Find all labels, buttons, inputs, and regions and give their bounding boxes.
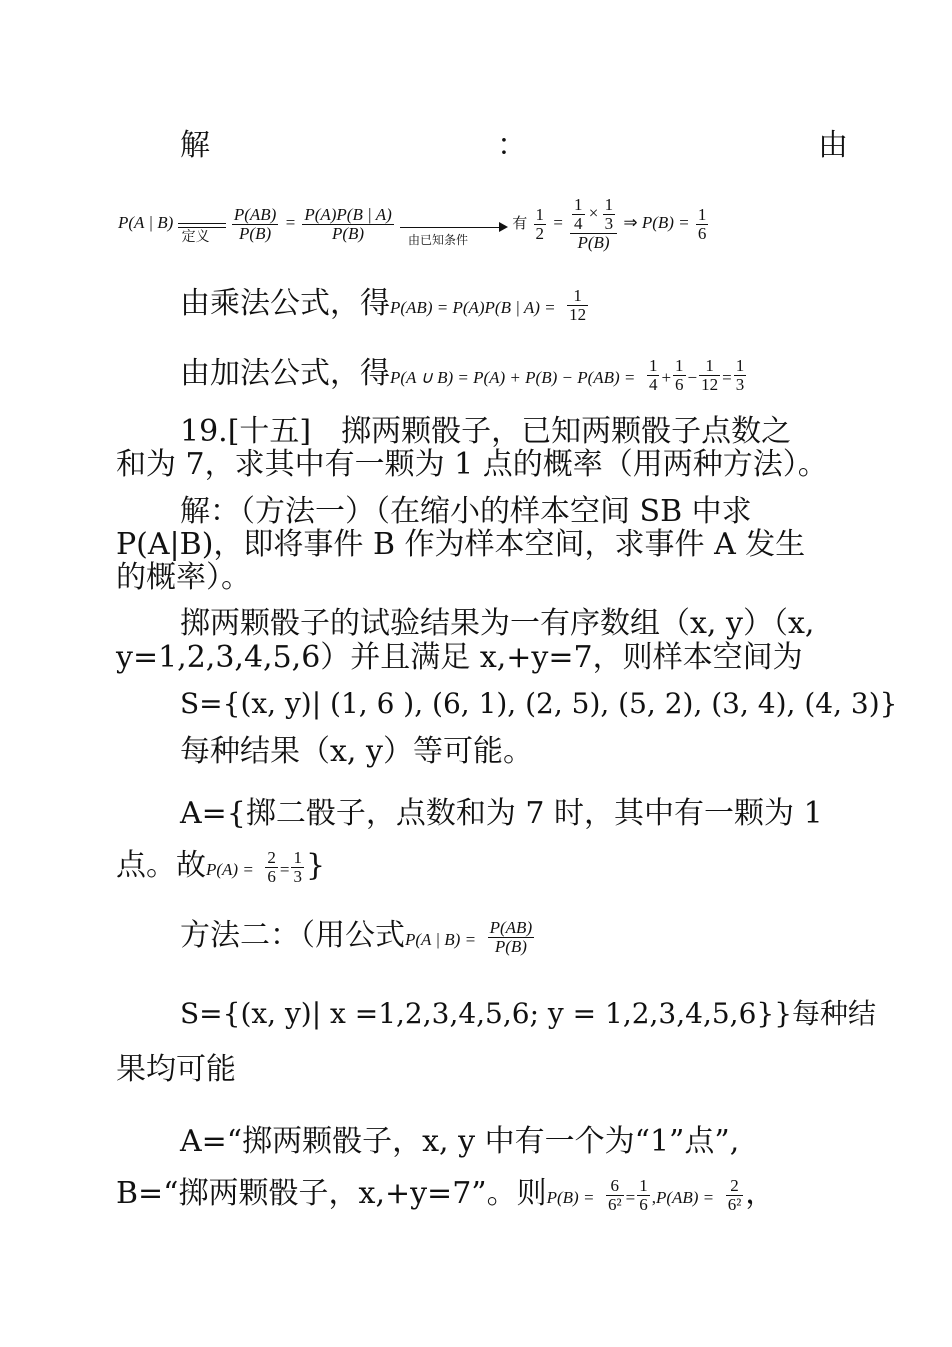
solution-colon: ： — [497, 128, 527, 163]
sample-space: S={(x, y)| (1, 6 ), (6, 1), (2, 5), (5, 2), (3, 4), (4, 3)} — [180, 687, 898, 720]
addition-rule-line: 由加法公式，得P(A ∪ B) = P(A) + P(B) − P(AB) = $\frac{1}{4}$ + $\frac{1}{6}$ − $\frac{1}{12}$ = $\frac{1}{3}$ — [180, 355, 745, 394]
method1-line1: 解：（方法一）（在缩小的样本空间 SB 中求 — [180, 494, 752, 529]
equal-likely: 每种结果（x, y）等可能。 — [180, 734, 533, 769]
bayes-lhs: P(A | B) — [118, 213, 174, 232]
right-arrow-icon — [400, 215, 508, 248]
event-a-line2: 点。故P(A) = $\frac{2}{6}$ = $\frac{1}{3}$ } — [116, 847, 326, 886]
events-ab-line1: A=“掷两颗骰子，x, y 中有一个为“1”点”, — [180, 1124, 740, 1159]
event-a-line1: A={掷二骰子，点数和为 7 时，其中有一颗为 1 — [180, 796, 823, 831]
multiplication-rule-line: 由乘法公式，得P(AB) = P(A)P(B | A) = $\frac{1}{12}$ — [180, 285, 587, 324]
fraction-compound: $\frac{1}{4}$ × $\frac{1}{3}$ P(B) — [570, 196, 617, 252]
definition-equal — [178, 214, 226, 246]
bayes-formula-line: P(A | B) 定义 $\frac{P(AB)}{P(B)}$ = $\frac{P(A)P(B | A)}{P(B)}$ 由已知条件 有 $\frac{1}{2}$ = $\frac{1}{4}$ × $\frac{1}{3}$ P(B) ⇒ P(B) = $\frac{1}{6}$ — [118, 188, 710, 258]
full-space-line2: 果均可能 — [116, 1052, 236, 1087]
method1-line3: 的概率）。 — [116, 560, 251, 595]
solution-you: 由 — [818, 128, 848, 163]
solution-label: 解 — [180, 128, 210, 163]
method1-line2: P(A|B)，即将事件 B 作为样本空间，求事件 A 发生 — [116, 527, 806, 562]
experiment-line2: y=1,2,3,4,5,6）并且满足 x,+y=7，则样本空间为 — [116, 640, 803, 675]
full-space-line1: S={(x, y)| x =1,2,3,4,5,6; y = 1,2,3,4,5,6}}每种结 — [180, 997, 877, 1030]
problem-19-line1: 19.[十五] 掷两颗骰子，已知两颗骰子点数之 — [180, 414, 792, 449]
experiment-line1: 掷两颗骰子的试验结果为一有序数组（x, y）（x, — [180, 606, 815, 641]
implies-icon: ⇒ — [623, 213, 638, 232]
fraction-result: $\frac{1}{6}$ — [697, 204, 707, 243]
method2-line: 方法二：（用公式P(A | B) = $\frac{P(AB)}{P(B)}$ — [180, 917, 533, 956]
events-ab-line2: B=“掷两颗骰子，x,+y=7”。则P(B) = $\frac{6}{\text{6²}}$ = $\frac{1}{6}$ ,P(AB) = $\frac{2}{\text{6²}}$ ， — [116, 1175, 776, 1214]
fraction-1-12: $\frac{1}{12}$ — [569, 285, 587, 324]
fraction-product-rule: $\frac{P(A)P(B | A)}{P(B)}$ — [304, 204, 392, 243]
fraction-pab-pb: $\frac{P(AB)}{P(B)}$ — [233, 204, 277, 243]
arrow-label: 由已知条件 — [408, 233, 469, 248]
problem-19-line2: 和为 7，求其中有一颗为 1 点的概率（用两种方法）。 — [116, 447, 828, 482]
definition-label: 定义 — [181, 229, 210, 246]
fraction-half: $\frac{1}{2}$ — [535, 204, 545, 243]
